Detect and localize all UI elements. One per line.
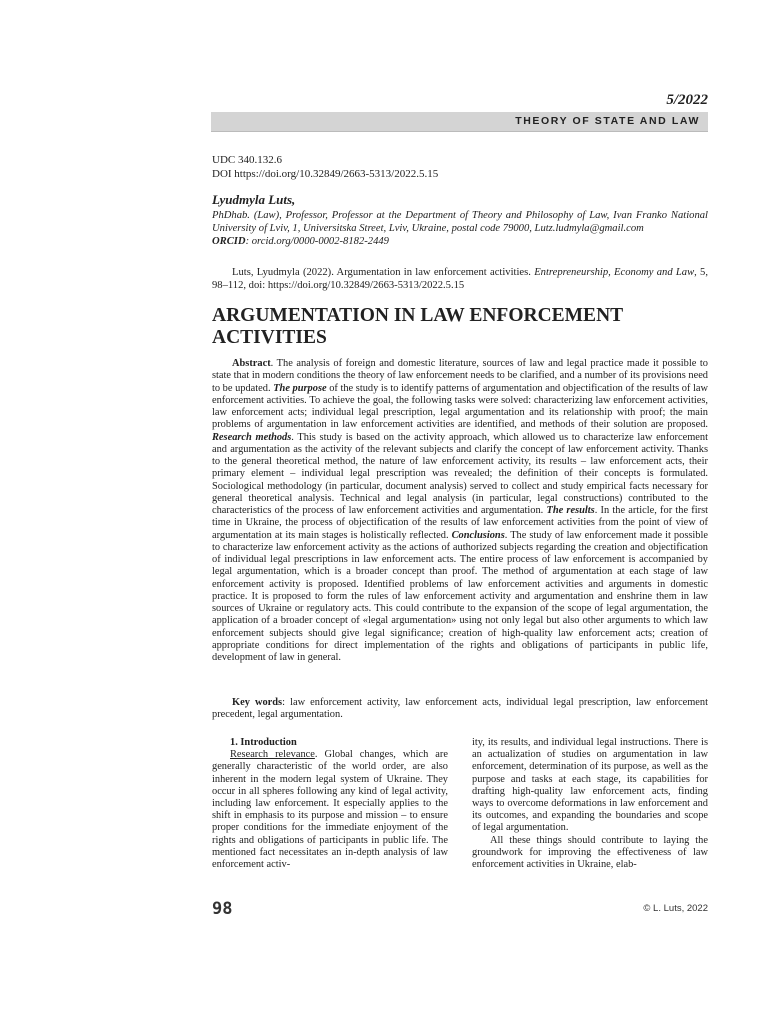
body-paragraph-2: All these things should contribute to laying the groundwork for improving the effectiveness of law enforcement activities in Ukraine, elab- <box>472 834 708 871</box>
citation-tail: , 5, 98–112, doi: https://doi.org/10.32849/2663-5313/2022.5.15 <box>212 267 708 291</box>
citation <box>212 266 708 292</box>
conclusions-label: Conclusions <box>451 529 505 541</box>
methods-label: Research methods <box>212 431 292 443</box>
abstract-label: Abstract <box>232 358 271 369</box>
body-paragraph <box>212 749 448 871</box>
body-column-right <box>472 737 708 871</box>
abstract-part-2: of the study is to identify patterns of argumentation and objectification of the results of law enforcement activities. To achieve the goal, the following tasks were solved: characterizing law enforcement activities, law enforcement acts; individual legal prescription, legal argumentation and its relationship with proof; the main problems of argumentation in law enforcement activities are identified, and methods of their solution are proposed. <box>212 382 708 431</box>
issue-number: 5/2022 <box>666 92 708 108</box>
section-title: THEORY OF STATE AND LAW <box>515 115 700 127</box>
abstract-part-5: . The study of law enforcement made it possible to characterize law enforcement activity as the actions of authorized subjects regarding the creation and objectification of individual legal prescriptions in law enforcement acts. The entire process of law enforcement is accompanied by legal argumentation, which is a broader concept than proof. The method of argumentation at each stage of law enforcement activity is proposed. Identified problems of law enforcement activities and arguments in domestic practice. It is proposed to form the rules of law enforcement activity and argumentation and enshrine them in law sources of Ukraine or regulatory acts. This could contribute to the expansion of the scope of legal argumentation, the application of a broader concept of «legal argumentation» using not only legal but also other arguments to which law enforcement subjects should give legal significance; creation of high-quality law enforcement acts; creation of appropriate conditions for direct implementation of the rights and obligations of participants in public life, development of law in general. <box>212 529 708 663</box>
orcid-value[interactable]: : orcid.org/0000-0002-8182-2449 <box>245 236 389 247</box>
affiliation-text: PhDhab. (Law), Professor, Professor at the Department of Theory and Philosophy of Law, Ivan Franko National University of Lviv, 1, Universitska Street, Lviv, Ukraine, postal code 79000, Lutz.ludmyla@gmail.com <box>212 210 708 234</box>
page-number: 98 <box>212 899 233 919</box>
article-meta <box>212 153 438 181</box>
author-name: Lyudmyla Luts, <box>212 192 296 207</box>
keywords <box>212 697 708 722</box>
author-affiliation <box>212 209 708 248</box>
citation-lead: Luts, Lyudmyla (2022). Argumentation in law enforcement activities. <box>232 267 535 278</box>
keywords-label: Key words <box>232 697 283 708</box>
abstract-part-1: . The analysis of foreign and domestic literature, sources of law and legal practice made it possible to state that in modern conditions the theory of law enforcement needs to be clarified, and a number of its provisions need to be updated. <box>212 358 709 394</box>
abstract <box>212 358 708 664</box>
copyright-notice: © L. Luts, 2022 <box>643 903 708 914</box>
abstract-part-3: . This study is based on the activity approach, which allowed us to characterize law enforcement and argumentation as the activity of the relevant subjects and clarify the concept of law enforcement activity. Thanks to the general theoretical method, the nature of law enforcement activity, its results – law enforcement acts, their primary element – individual legal prescription was revealed; the definition of their concepts is formulated. Sociological methodology (in particular, document analysis) served to collect and study empirical facts necessary for general theoretical analysis. Technical and legal analysis (in particular, legal constructions) contributed to the characteristics of the process of law enforcement activities and argumentation. <box>212 431 708 516</box>
purpose-label: The purpose <box>273 382 327 394</box>
article-title: ARGUMENTATION IN LAW ENFORCEMENT ACTIVITIES <box>212 305 623 348</box>
results-label: The results <box>546 505 595 516</box>
body-paragraph-continued: ity, its results, and individual legal instructions. There is an actualization of studies on argumentation in law enforcement, determination of its purpose, as well as the purpose and tasks at each stage, its capabilities for drafting high-quality law enforcement acts, finding ways to overcome deformations in law enforcement and its outcomes, and expanding the boundaries and scope of legal argumentation. <box>472 737 708 834</box>
doi-line[interactable]: DOI https://doi.org/10.32849/2663-5313/2022.5.15 <box>212 168 439 180</box>
section-banner <box>211 112 708 132</box>
left-column-text: . Global changes, which are generally characteristic of the world order, are also inherent in the modern legal system of Ukraine. They occur in all spheres following any kind of legal activity, including law enforcement. It especially applies to the shift in emphasis to its purpose and mission – to ensure proper conditions for the immediate enjoyment of the rights and obligations of participants in public life. The mentioned fact necessitates an in-depth analysis of law enforcement activ- <box>212 749 448 871</box>
relevance-label: Research relevance <box>230 749 315 761</box>
citation-journal: Entrepreneurship, Economy and Law <box>534 267 695 278</box>
abstract-part-4: . In the article, for the first time in Ukraine, the process of objectification of the results of law enforcement activities from the point of view of argumentation at its main stages is holistically reflected. <box>212 505 708 541</box>
body-column-left <box>212 737 448 871</box>
keywords-text: : law enforcement activity, law enforcement acts, individual legal prescription, law enforcement precedent, legal argumentation. <box>212 697 708 721</box>
section-heading: 1. Introduction <box>230 737 297 748</box>
udc-code: UDC 340.132.6 <box>212 154 282 166</box>
orcid-label: ORCID <box>212 236 246 247</box>
